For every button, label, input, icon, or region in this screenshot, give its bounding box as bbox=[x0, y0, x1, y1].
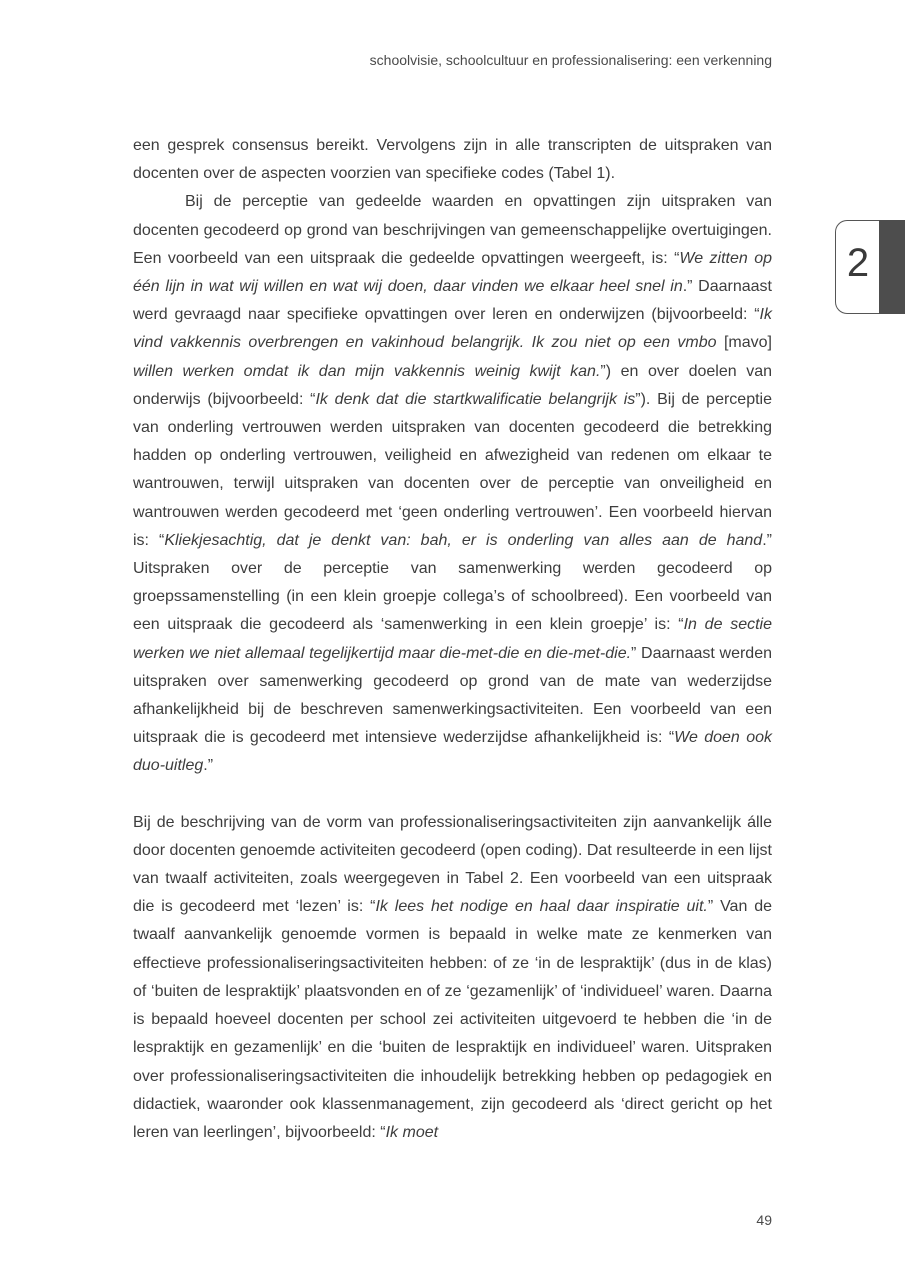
quote-text: In de sectie werken we niet allemaal tegelijkertijd maar die-met-die en die-met-die. bbox=[133, 616, 773, 662]
quote-text: Ik lees het nodige en haal daar inspiratie uit. bbox=[375, 898, 708, 916]
body-text bbox=[133, 132, 772, 1147]
quote-text: Ik denk dat die startkwalificatie belangrijk is bbox=[315, 390, 636, 408]
text-segment: ” Van de twaalf aanvankelijk genoemde vormen is bepaald in welke mate ze kenmerken van effectieve professionaliseringsactiviteiten hebben: of ze ‘in de lespraktijk’ (dus in de klas) of ‘buiten de lespraktijk’ plaatsvonden en of ze ‘gezamenlijk’ of ‘individueel’ waren. Daarna is bepaald hoeveel docenten per school zei activiteiten uitgevoerd te hebben die ‘in de lespraktijk en gezamenlijk’ en die ‘buiten de lespraktijk en individueel’ waren. Uitspraken over professionaliseringsactiviteiten die inhoudelijk betrekking hebben op pedagogiek en didactiek, waaronder ook klassenmanagement, zijn gecodeerd als ‘direct gericht op het leren van leerlingen’, bijvoorbeeld: “ bbox=[133, 898, 773, 1141]
quote-text: Ik moet bbox=[385, 1123, 439, 1141]
text-segment: [mavo] bbox=[716, 334, 772, 352]
running-header: schoolvisie, schoolcultuur en professionalisering: een verkenning bbox=[369, 52, 772, 68]
chapter-number: 2 bbox=[846, 241, 870, 285]
page-number: 49 bbox=[756, 1212, 772, 1228]
text-segment: ”) en over doelen van onderwijs (bijvoorbeeld: “ bbox=[133, 362, 773, 408]
quote-text: We doen ook duo-uitleg bbox=[133, 729, 772, 775]
quote-text: We zitten op één lijn in wat wij willen en wat wij doen, daar vinden we elkaar heel snel in bbox=[133, 249, 773, 296]
quote-text: Kliekjesachtig, dat je denkt van: bah, er is onderling van alles aan de hand bbox=[164, 531, 763, 549]
text-segment: ”). Bij de perceptie van onderling vertrouwen werden uitspraken van docenten gecodeerd die betrekking hadden op onderling vertrouwen, veiligheid en afwezigheid van redenen om elkaar te wantrouwen, terwijl uitspraken van docenten over de perceptie van onveiligheid en wantrouwen werden gecodeerd met ‘geen onderling vertrouwen’. Een voorbeeld hiervan is: “ bbox=[133, 390, 773, 549]
chapter-tab bbox=[835, 220, 905, 314]
text-segment: .” Daarnaast werd gevraagd naar specifieke opvattingen over leren en onderwijzen (bijvoorbeeld: “ bbox=[133, 278, 772, 324]
paragraph-coding-activities bbox=[133, 809, 772, 1147]
text-segment: Bij de perceptie van gedeelde waarden en opvattingen zijn uitspraken van docenten gecodeerd op grond van beschrijvingen van gemeenschappelijke overtuigingen. Een voorbeeld van een uitspraak die gedeelde opvattingen weergeeft, is: “ bbox=[133, 193, 772, 267]
chapter-tab-bar bbox=[879, 220, 905, 314]
paragraph-continuation bbox=[133, 132, 772, 188]
text-segment: Bij de beschrijving van de vorm van professionaliseringsactiviteiten zijn aanvankelijk álle door docenten genoemde activiteiten gecodeerd (open coding). Dat resulteerde in een lijst van twaalf activiteiten, zoals weergegeven in Tabel 2. Een voorbeeld van een uitspraak die is gecodeerd met ‘lezen’ is: “ bbox=[133, 813, 772, 916]
text-segment: .” bbox=[203, 757, 214, 775]
text-segment: ” Daarnaast werden uitspraken over samenwerking gecodeerd op grond van de mate van wederzijdse afhankelijkheid bij de beschreven samenwerkingsactiviteiten. Een voorbeeld van een uitspraak die is gecodeerd met intensieve wederzijdse afhankelijkheid is: “ bbox=[133, 644, 772, 747]
quote-text: willen werken omdat ik dan mijn vakkennis weinig kwijt kan. bbox=[133, 362, 601, 380]
paragraph-coding-perceptions bbox=[133, 188, 772, 780]
quote-text: Ik vind vakkennis overbrengen en vakinhoud belangrijk. Ik zou niet op een vmbo bbox=[133, 306, 772, 352]
text-segment: .” Uitspraken over de perceptie van samenwerking werden gecodeerd op groepssamenstelling (in een klein groepje collega’s of schoolbreed). Een voorbeeld van een uitspraak die gecodeerd als ‘samenwerking in een klein groepje’ is: “ bbox=[133, 531, 772, 634]
text-segment: een gesprek consensus bereikt. Vervolgens zijn in alle transcripten de uitspraken van docenten over de aspecten voorzien van specifieke codes (Tabel 1). bbox=[133, 137, 772, 183]
